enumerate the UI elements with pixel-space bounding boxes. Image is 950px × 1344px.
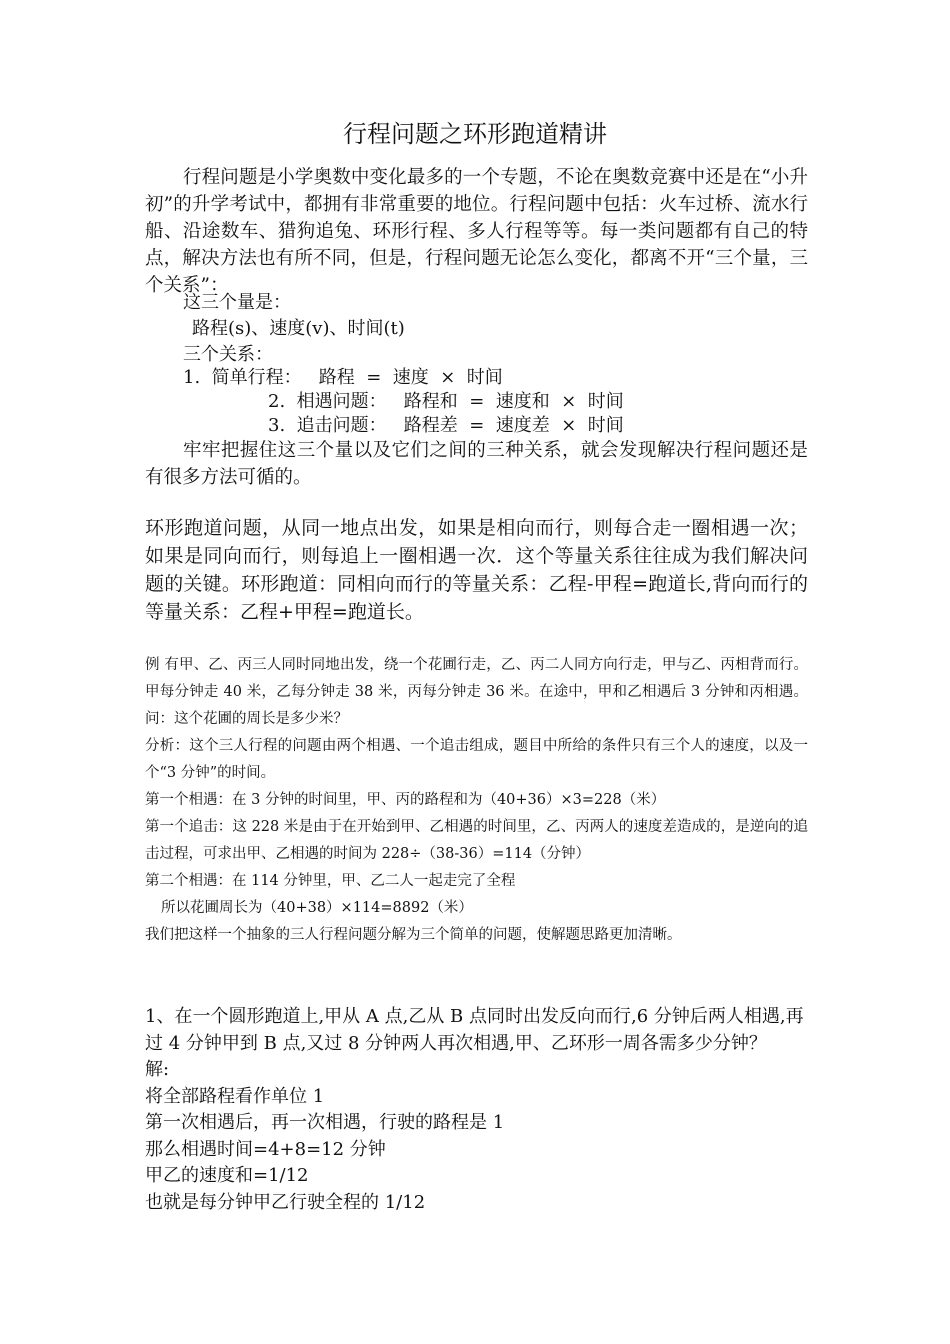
problem-1-section xyxy=(145,1004,808,1216)
problem-1-solution-label: 解: xyxy=(145,1059,170,1080)
relation-meeting: 2. 相遇问题： 路程和 = 速度和 × 时间 xyxy=(268,391,624,412)
example-analysis: 分析：这个三人行程的问题由两个相遇、一个追击组成，题目中所给的条件只有三个人的速度，以及一个“3 分钟”的时间。 xyxy=(145,738,808,781)
example-question: 例 有甲、乙、丙三人同时同地出发，绕一个花圃行走，乙、丙二人同方向行走，甲与乙、丙相背而行。甲每分钟走 40 米，乙每分钟走 38 米，丙每分钟走 36 米。在途中，甲和乙相遇后 3 分钟和丙相遇。问：这个花圃的周长是多少米？ xyxy=(145,657,808,727)
intro-paragraph: 行程问题是小学奥数中变化最多的一个专题，不论在奥数竞赛中还是在“小升初”的升学考试中，都拥有非常重要的地位。行程问题中包括：火车过桥、流水行船、沿途数车、猎狗追兔、环形行程、多人行程等等。每一类问题都有自己的特点，解决方法也有所不同，但是，行程问题无论怎么变化，都离不开“三个量，三个关系”： xyxy=(145,167,808,296)
example-step-2: 第一个追击：这 228 米是由于在开始到甲、乙相遇的时间里，乙、丙两人的速度差造成的，是逆向的追击过程，可求出甲、乙相遇的时间为 228÷（38-36）=114（分钟） xyxy=(145,819,808,862)
three-quantities-label: 这三个量是： xyxy=(183,292,291,313)
problem-1-line-1: 将全部路程看作单位 1 xyxy=(145,1085,325,1107)
document-title: 行程问题之环形跑道精讲 xyxy=(343,120,607,148)
problem-1-line-2: 第一次相遇后，再一次相遇，行驶的路程是 1 xyxy=(145,1112,505,1133)
example-section xyxy=(145,652,808,949)
problem-1-question: 1、在一个圆形跑道上,甲从 A 点,乙从 B 点同时出发反向而行,6 分钟后两人相遇,再过 4 分钟甲到 B 点,又过 8 分钟两人再次相遇,甲、乙环形一周各需多少分钟？ xyxy=(145,1006,804,1054)
intro-section xyxy=(145,164,808,299)
intro-conclusion-paragraph: 牢牢把握住这三个量以及它们之间的三种关系，就会发现解决行程问题还是有很多方法可循的。 xyxy=(145,440,808,488)
loop-track-section xyxy=(145,514,808,626)
three-relations-label: 三个关系： xyxy=(183,344,273,365)
loop-track-paragraph: 环形跑道问题，从同一地点出发，如果是相向而行，则每合走一圈相遇一次；如果是同向而行，则每追上一圈相遇一次．这个等量关系往往成为我们解决问题的关键。环形跑道：同相向而行的等量关系：乙程-甲程=跑道长,背向而行的等量关系：乙程+甲程=跑道长。 xyxy=(145,517,808,623)
intro-conclusion xyxy=(145,437,808,491)
problem-1-line-5: 也就是每分钟甲乙行驶全程的 1/12 xyxy=(145,1191,426,1213)
example-step-1: 第一个相遇：在 3 分钟的时间里，甲、丙的路程和为（40+36）×3=228（米） xyxy=(145,792,666,808)
relation-simple: 1. 简单行程： 路程 = 速度 × 时间 xyxy=(183,367,503,388)
example-answer: 所以花圃周长为（40+38）×114=8892（米） xyxy=(161,900,473,916)
example-step-3: 第二个相遇：在 114 分钟里，甲、乙二人一起走完了全程 xyxy=(145,873,516,889)
problem-1-line-3: 那么相遇时间=4+8=12 分钟 xyxy=(145,1138,386,1160)
three-quantities: 路程(s)、速度(v)、时间(t) xyxy=(192,318,405,339)
relation-chasing: 3. 追击问题： 路程差 = 速度差 × 时间 xyxy=(268,415,624,436)
example-summary: 我们把这样一个抽象的三人行程问题分解为三个简单的问题，使解题思路更加清晰。 xyxy=(145,927,682,943)
problem-1-line-4: 甲乙的速度和=1/12 xyxy=(145,1165,309,1186)
